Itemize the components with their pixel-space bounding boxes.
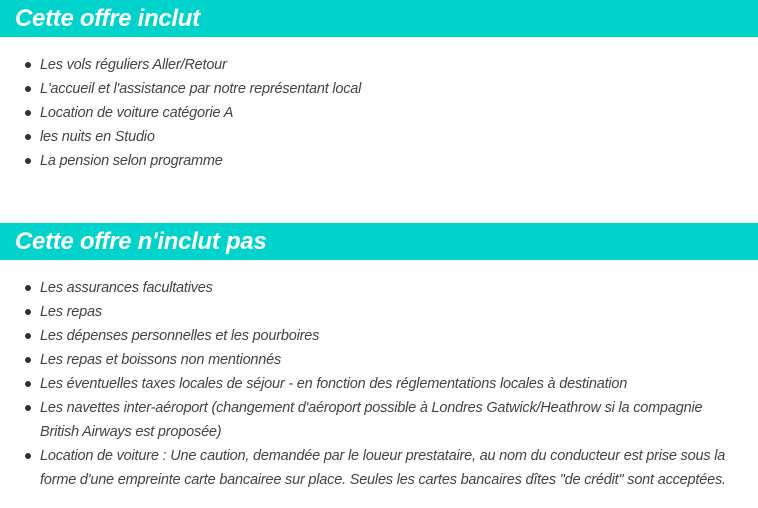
included-items-list — [0, 53, 740, 173]
included-section-title: Cette offre inclut — [15, 5, 200, 32]
bullet-icon — [25, 62, 31, 68]
included-section-header — [0, 0, 758, 37]
excluded-item — [40, 276, 740, 300]
excluded-item — [40, 444, 740, 492]
included-item-text: Les vols réguliers Aller/Retour — [40, 57, 227, 73]
excluded-item — [40, 324, 740, 348]
excluded-item-text: Les dépenses personnelles et les pourboires — [40, 328, 320, 344]
excluded-item-text: Les navettes inter-aéroport (changement d'aéroport possible à Londres Gatwick/Heathrow si la compagnie British Airways est proposée) — [40, 400, 703, 440]
excluded-item-text: Les éventuelles taxes locales de séjour - en fonction des réglementations locales à destination — [40, 376, 628, 392]
included-item-text: La pension selon programme — [40, 153, 223, 169]
bullet-icon — [25, 285, 31, 291]
excluded-item — [40, 300, 740, 324]
bullet-icon — [25, 405, 31, 411]
included-item — [40, 101, 740, 125]
included-item-text: Location de voiture catégorie A — [40, 105, 234, 121]
bullet-icon — [25, 86, 31, 92]
bullet-icon — [25, 357, 31, 363]
bullet-icon — [25, 134, 31, 140]
excluded-items-list — [0, 276, 740, 492]
excluded-item-text: Location de voiture : Une caution, demandée par le loueur prestataire, au nom du conducteur est prise sous la forme d'une empreinte carte bancairee sur place. Seules les cartes bancaires dîtes "de crédit" sont acceptées. — [40, 448, 726, 488]
included-item — [40, 125, 740, 149]
excluded-item-text: Les repas — [40, 304, 102, 320]
excluded-item — [40, 396, 740, 444]
excluded-item — [40, 348, 740, 372]
included-item — [40, 53, 740, 77]
included-item-text: L'accueil et l'assistance par notre représentant local — [40, 81, 362, 97]
excluded-section-header — [0, 223, 758, 260]
excluded-item-text: Les repas et boissons non mentionnés — [40, 352, 282, 368]
excluded-item — [40, 372, 740, 396]
bullet-icon — [25, 110, 31, 116]
excluded-section-title: Cette offre n'inclut pas — [15, 228, 267, 255]
included-item — [40, 77, 740, 101]
bullet-icon — [25, 381, 31, 387]
included-item-text: les nuits en Studio — [40, 129, 155, 145]
bullet-icon — [25, 309, 31, 315]
bullet-icon — [25, 158, 31, 164]
bullet-icon — [25, 453, 31, 459]
excluded-item-text: Les assurances facultatives — [40, 280, 213, 296]
bullet-icon — [25, 333, 31, 339]
included-item — [40, 149, 740, 173]
